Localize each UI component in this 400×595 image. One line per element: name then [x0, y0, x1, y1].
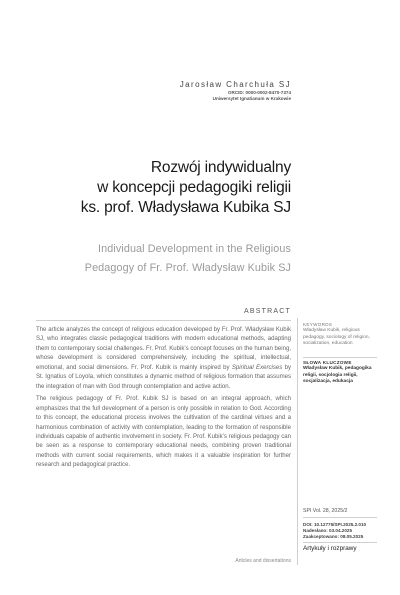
abstract-paragraph-2: The religious pedagogy of Fr. Prof. Kubik SJ is based on an integral approach, which emphasizes that the full development of a person is only possible in relation to God. According to this concept, the educational process involves the cultivation of the cardinal virtues and a harmonious combination of activity with contemplation, leading to the formation of responsible individuals capable of authentic involvement in society. Fr. Prof. Kubik’s religious pedagogy can be seen as a response to contemporary educational needs, combining proven traditional methods with current social requirements, which makes it a valuable inspiration for further research and pedagogical practice.	[36, 396, 291, 469]
divider	[36, 320, 291, 321]
title-line: ks. prof. Władysława Kubika SJ	[80, 199, 291, 216]
title-polish	[81, 158, 291, 218]
title-line: Rozwój indywidualny	[150, 159, 291, 176]
column-divider	[297, 318, 298, 565]
author-affiliation: Uniwersytet Ignatianum w Krakowie	[212, 96, 291, 101]
keywords-text: Władysław Kubik, religious pedagogy, sociology of religion, socialization, education	[303, 328, 370, 347]
author-name: Jarosław Charchuła SJ	[179, 80, 291, 89]
section-label: Artykuły i rozprawy	[303, 545, 357, 552]
journal-issue: SPI Vol. 28, 2025/2	[303, 508, 348, 514]
doi: DOI: 10.12775/SPI.2025.2.010	[303, 522, 367, 527]
title-line: w koncepcji pedagogiki religii	[97, 179, 291, 196]
keywords-heading: KEYWORDS	[303, 322, 333, 327]
abstract-text: by St. Ignatius of Loyola, which constitutes a dynamic method of religious formation that assumes the integration of man with God through contemplation and active action.	[36, 364, 291, 390]
section-footer: Articles and dissertations	[235, 558, 291, 564]
abstract-heading: ABSTRACT	[244, 308, 291, 315]
article-dates	[303, 522, 377, 540]
divider	[303, 542, 377, 543]
subtitle-line: Individual Development in the Religious	[98, 243, 291, 255]
author-block	[180, 80, 291, 102]
abstract-paragraph-1	[36, 326, 291, 392]
slowa-kluczowe-heading: SŁOWA KLUCZOWE	[303, 360, 352, 365]
accepted-date: Zaakceptowano: 08.05.2025	[303, 534, 364, 539]
subtitle-line: Pedagogy of Fr. Prof. Władysław Kubik SJ	[84, 262, 291, 274]
slowa-kluczowe-block	[303, 360, 377, 386]
author-orcid: ORCID: 0000-0002-8470-7374	[227, 90, 291, 95]
submitted-date: Nadesłano: 03.04.2025	[303, 528, 353, 533]
divider	[303, 357, 377, 358]
abstract-italic-title: Spiritual Exercises	[231, 364, 283, 371]
abstract-body	[36, 326, 291, 474]
abstract-text: The article analyzes the concept of religious education developed by Fr. Prof. Władysław Kubik SJ, who integrates classic pedagogical traditions with modern educational methods, adapting them to contemporary social challenges. Fr. Prof. Kubik’s concept focuses on the human being, whose development is considered comprehensively, including the spiritual, intellectual, emotional, and social dimensions. Fr. Prof. Kubik is mainly inspired by	[36, 327, 291, 371]
divider	[303, 517, 377, 518]
slowa-kluczowe-text: Władysław Kubik, pedagogika religii, socjologia religii, socjalizacja, edukacja	[303, 366, 372, 385]
keywords-block	[303, 322, 377, 348]
title-english	[85, 240, 291, 278]
